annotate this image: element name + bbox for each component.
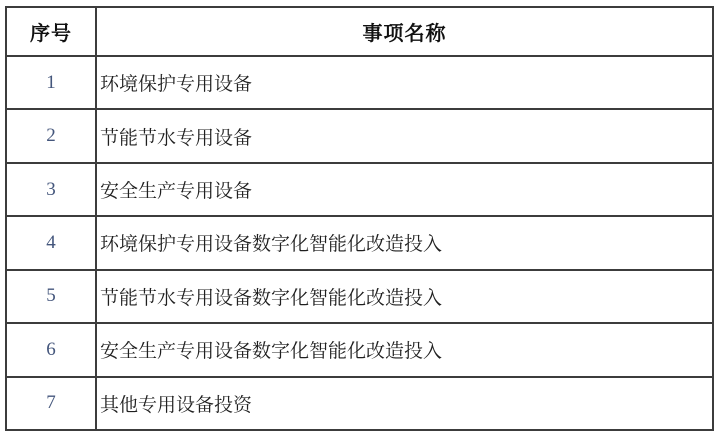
serial-cell: 5 (6, 270, 96, 323)
table-row (6, 323, 713, 376)
item-name-cell: 安全生产专用设备数字化智能化改造投入 (96, 323, 713, 376)
table-header-row (6, 7, 713, 56)
table-row (6, 377, 713, 430)
serial-cell: 7 (6, 377, 96, 430)
items-table (5, 6, 714, 431)
item-name-column-header: 事项名称 (96, 7, 713, 56)
item-name-cell: 其他专用设备投资 (96, 377, 713, 430)
table-row (6, 163, 713, 216)
table-row (6, 56, 713, 109)
table-row (6, 216, 713, 269)
item-name-cell: 节能节水专用设备 (96, 109, 713, 162)
item-name-cell: 节能节水专用设备数字化智能化改造投入 (96, 270, 713, 323)
item-name-cell: 安全生产专用设备 (96, 163, 713, 216)
table-row (6, 270, 713, 323)
serial-cell: 3 (6, 163, 96, 216)
serial-cell: 2 (6, 109, 96, 162)
table-row (6, 109, 713, 162)
serial-cell: 4 (6, 216, 96, 269)
serial-column-header: 序号 (6, 7, 96, 56)
serial-cell: 6 (6, 323, 96, 376)
serial-cell: 1 (6, 56, 96, 109)
item-name-cell: 环境保护专用设备数字化智能化改造投入 (96, 216, 713, 269)
item-name-cell: 环境保护专用设备 (96, 56, 713, 109)
